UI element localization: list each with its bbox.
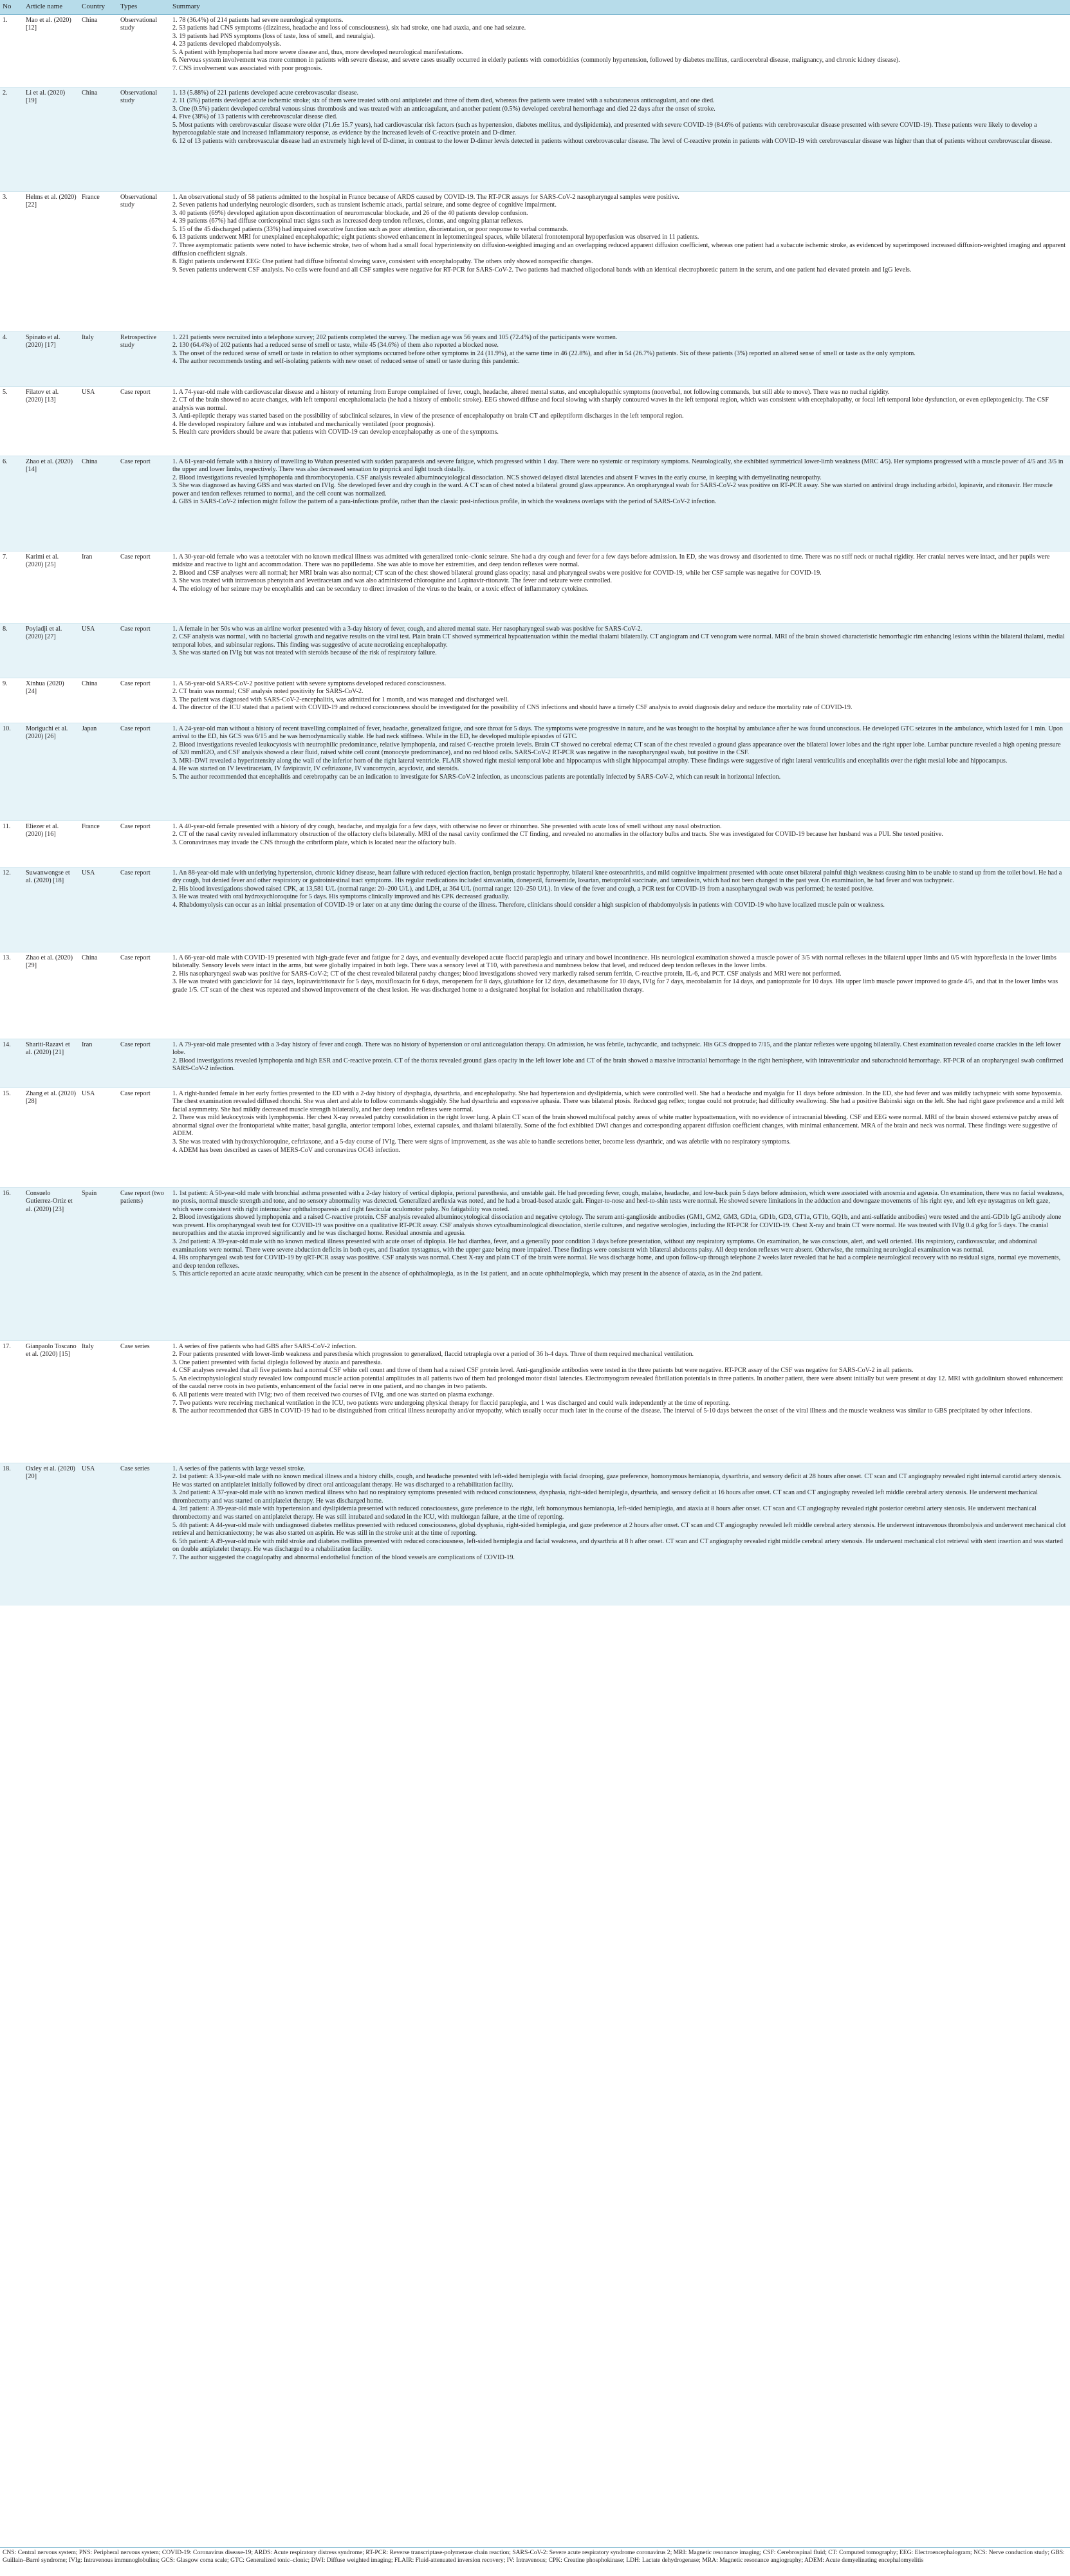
summary-point: 1. A 61-year-old female with a history of travelling to Wuhan presented with sudden paraparesis and severe fatigue, which progressed within 1 day. There were no systemic or respiratory symptoms. Neurologically, she exhibited symmetrical lower-limb weakness (MRC 4/5). Her symptoms progressed with a muscle power of 4/5 and 3/5 in the upper and lower limbs, respectively. There was also decreased sensation to pinprick and light touch distally. xyxy=(172,458,1064,474)
summary-cell xyxy=(170,1463,1070,1606)
summary-point: 1. A right-handed female in her early forties presented to the ED with a 2-day history of dysphagia, dysarthria, and encephalopathy. She had hypertension and dyslipidemia, which were controlled well. She had a headache and myalgia for 11 days before admission. In the ED, she had fever and was mildly tachypneic with some hypoxemia. The chest examination revealed diffused rhonchi. She was alert and able to follow commands sluggishly. She had dysarthria and expressive aphasia. There was bilateral ptosis. Reduced gag reflex; tongue could not protrude; had difficulty swallowing. She had a positive Babinski sign on the left. She had right gaze preference and a mild left facial asymmetry. She had mildly decreased muscle strength bilaterally, and her deep tendon reflexes were normal. xyxy=(172,1089,1064,1113)
summary-point: 3. The onset of the reduced sense of smell or taste in relation to other symptoms occurred before other symptoms in 24 (11.9%), at the same time in 46 (22.8%), and after in 54 (26.7%) patients. Six of these patients (3%) reported an altered sense of smell or taste as the only symptom. xyxy=(172,349,916,357)
study-type-cell: Case report xyxy=(118,1039,170,1088)
summary-point: 1. An 88-year-old male with underlying hypertension, chronic kidney disease, heart failure with reduced ejection fraction, benign prostatic hypertrophy, bilateral knee osteoarthritis, and mild cognitive impairment presented with acute onset bilateral painful thigh weakness causing him to be unable to stand up from the toilet bowl. He had a dry cough, but denied fever and other respiratory or gastrointestinal tract symptoms. His regular medications included simvastatin, donepezil, furosemide, losartan, metoprolol succinate, and tamsulosin, which had not been changed in the past year. On examination, he had fever and was tachypneic. xyxy=(172,869,1062,885)
article-name-cell: Zhang et al. (2020) [28] xyxy=(23,1088,79,1187)
table-row xyxy=(0,723,1070,820)
summary-point: 4. 3rd patient: A 39-year-old male with hypertension and dyslipidemia presented with reduced consciousness, gaze preference to the right, left homonymous hemianopia, left-sided hemiplegia, and ataxia at 8 hours after onset. CT scan and CT angiography revealed right posterior cerebral artery stenosis. He underwent mechanical thrombectomy and was started on antiplatelet therapy. He was still intubated and sedated in the ICU, with multiorgan failure, at the time of reporting. xyxy=(172,1505,1037,1521)
summary-point: 1. 221 patients were recruited into a telephone survey; 202 patients completed the survey. The median age was 56 years and 105 (72.4%) of the participants were women. xyxy=(172,333,618,341)
country-cell: Spain xyxy=(79,1187,118,1340)
summary-point: 3. 40 patients (69%) developed agitation upon discontinuation of neuromuscular blockade, and 26 of the 40 patients develop confusion. xyxy=(172,209,528,217)
study-type-cell: Observational study xyxy=(118,191,170,331)
study-type-cell: Case report xyxy=(118,867,170,952)
summary-point: 4. ADEM has been described as cases of MERS-CoV and coronavirus OC43 infection. xyxy=(172,1146,401,1154)
table-row xyxy=(0,867,1070,952)
summary-point: 2. His nasopharyngeal swab was positive for SARS-CoV-2; CT of the chest revealed bilateral patchy changes; blood investigations showed very markedly raised serum ferritin, C-reactive protein, IL-6, and PCT. CSF analysis and MRI were not performed. xyxy=(172,970,842,978)
summary-point: 3. The patient was diagnosed with SARS-CoV-2-encephalitis, was admitted for 1 month, and was managed and discharged well. xyxy=(172,696,509,703)
summary-point: 2. His blood investigations showed raised CPK, at 13,581 U/L (normal range: 20–200 U/L), and LDH, at 364 U/L (normal range: 120–250 U/L). In view of the fever and cough, a PCR test for COVID-19 from a nasopharyngeal swab was performed; he tested positive. xyxy=(172,885,874,893)
summary-point: 1. An observational study of 58 patients admitted to the hospital in France because of ARDS caused by COVID-19. The RT-PCR assays for SARS-CoV-2 nasopharyngeal samples were positive. xyxy=(172,193,679,201)
study-type-cell: Observational study xyxy=(118,14,170,87)
table-row xyxy=(0,952,1070,1039)
summary-point: 1. A 79-year-old male presented with a 3-day history of fever and cough. There was no history of hypertension or oral anticoagulation therapy. On admission, he was febrile, tachycardic, and tachypneic. His GCS dropped to 7/15, and the plantar reflexes were upgoing bilaterally. Chest examination revealed coarse crackles in the left lower lobe. xyxy=(172,1041,1061,1057)
article-name-cell: Xinhua (2020) [24] xyxy=(23,678,79,723)
summary-cell xyxy=(170,456,1070,551)
header-types: Types xyxy=(118,0,170,14)
summary-point: 1. A 74-year-old male with cardiovascular disease and a history of returning from Europe complained of fever, cough, headache, altered mental status, and encephalopathic symptoms (nonverbal, not following commands, but still able to move). There was no nuchal rigidity. xyxy=(172,388,890,396)
summary-cell xyxy=(170,1088,1070,1187)
summary-point: 4. GBS in SARS-CoV-2 infection might follow the pattern of a para-infectious profile, rather than the classic post-infectious profile, in which the weakness overlaps with the period of SARS-CoV-2 infection. xyxy=(172,498,717,506)
summary-point: 3. 2nd patient: A 39-year-old male with no known medical illness presented with acute onset of diplopia. He had diarrhea, fever, and a generally poor condition 3 days before presentation, without any respiratory symptoms. On examination, he was conscious, alert, and well oriented. His respiratory, cardiovascular, and abdominal examinations were normal. There were severe abduction deficits in both eyes, and fixation nystagmus, with the upper gaze being more impaired. These findings were consistent with bilateral abducens palsy. All deep tendon reflexes were absent. Otherwise, the remaining neurological examination was normal. xyxy=(172,1238,1037,1254)
summary-point: 1. A 66-year-old male with COVID-19 presented with high-grade fever and fatigue for 2 days, and eventually developed acute flaccid paraplegia and urinary and bowel incontinence. His neurological examination showed a muscle power of 3/5 with normal reflexes in the bilateral upper limbs and 0/5 with hyporeflexia in the lower limbs bilaterally. Sensory levels were intact in the arms, but were globally impaired in both legs. There was a sensory level at T10, with paresthesia and numbness below that level, and reduced deep tendon reflexes in the lower limbs. xyxy=(172,954,1056,970)
table-row xyxy=(0,1039,1070,1088)
study-type-cell: Case report xyxy=(118,551,170,623)
summary-point: 5. The author recommended that encephalitis and cerebropathy can be an indication to investigate for SARS-CoV-2 infection, as unconscious patients are potentially infected by SARS-CoV-2, which can result in horizontal infection. xyxy=(172,774,781,781)
summary-cell xyxy=(170,191,1070,331)
article-name-cell: Suwanwongse et al. (2020) [18] xyxy=(23,867,79,952)
summary-point: 7. CNS involvement was associated with poor prognosis. xyxy=(172,65,322,73)
summary-cell xyxy=(170,14,1070,87)
summary-point: 4. The etiology of her seizure may be encephalitis and can be secondary to direct invasion of the virus to the brain, or a toxic effect of inflammatory cytokines. xyxy=(172,585,589,593)
article-name-cell: Shariti-Razavi et al. (2020) [21] xyxy=(23,1039,79,1088)
summary-cell xyxy=(170,723,1070,820)
row-number-cell: 17. xyxy=(0,1340,23,1463)
summary-cell xyxy=(170,87,1070,191)
article-name-cell: Mao et al. (2020) [12] xyxy=(23,14,79,87)
country-cell: China xyxy=(79,87,118,191)
row-number-cell: 10. xyxy=(0,723,23,820)
summary-point: 1. A series of five patients with large vessel stroke. xyxy=(172,1465,306,1472)
table-body xyxy=(0,14,1070,1606)
row-number-cell: 2. xyxy=(0,87,23,191)
country-cell: USA xyxy=(79,867,118,952)
summary-cell xyxy=(170,331,1070,386)
country-cell: France xyxy=(79,820,118,867)
table-row xyxy=(0,456,1070,551)
table-header xyxy=(0,0,1070,14)
row-number-cell: 1. xyxy=(0,14,23,87)
summary-point: 1. A 30-year-old female who was a teetotaler with no known medical illness was admitted with generalized tonic–clonic seizure. She had a dry cough and fever for a few days before admission. In ED, she was drowsy and disoriented to time. There was no stiff neck or nuchal rigidity. Her cranial nerves were intact, and her pupils were midsize and reactive to light and accommodation. There was no papilledema. She was able to move her extremities, and deep tendon reflexes were normal. xyxy=(172,553,1050,569)
row-number-cell: 12. xyxy=(0,867,23,952)
study-type-cell: Retrospective study xyxy=(118,331,170,386)
summary-point: 1. A series of five patients who had GBS after SARS-CoV-2 infection. xyxy=(172,1342,357,1350)
summary-point: 1. 78 (36.4%) of 214 patients had severe neurological symptoms. xyxy=(172,16,344,24)
article-name-cell: Oxley et al. (2020) [20] xyxy=(23,1463,79,1606)
summary-point: 2. Blood investigations revealed leukocytosis with neutrophilic predominance, relative lymphopenia, and raised C-reactive protein levels. Brain CT showed no cerebral edema; CT scan of the chest revealed a ground glass appearance over the bilateral lower lobes and the right upper lobe. Lumbar puncture revealed a high opening pressure of 320 mmH2O, and CSF analysis showed a clear fluid, raised white cell count (monocyte predominance), and no red blood cells. SARS-CoV-2 RT-PCR was negative in the nasopharyngeal swab, but positive in the CSF. xyxy=(172,741,1061,757)
table-row xyxy=(0,1463,1070,1606)
study-type-cell: Case report (two patients) xyxy=(118,1187,170,1340)
summary-point: 3. Anti-epileptic therapy was started based on the possibility of subclinical seizures, in view of the presence of encephalopathy on brain CT and epileptiform discharges in the left temporal region. xyxy=(172,412,684,420)
header-no: No xyxy=(0,0,23,14)
summary-point: 9. Seven patients underwent CSF analysis. No cells were found and all CSF samples were negative for RT-PCR for SARS-CoV-2. Two patients had matched oligoclonal bands with an identical electrophoretic pattern in the serum, and one patient had elevated protein and IgG levels. xyxy=(172,266,912,273)
summary-point: 5. Health care providers should be aware that patients with COVID-19 can develop encephalopathy as one of the symptoms. xyxy=(172,429,499,436)
study-type-cell: Observational study xyxy=(118,87,170,191)
article-name-cell: Filatov et al. (2020) [13] xyxy=(23,386,79,456)
table-row xyxy=(0,678,1070,723)
summary-point: 8. The author recommended that GBS in COVID-19 had to be distinguished from critical illness neuropathy and/or myopathy, which usually occur much later in the course of the disease. The interval of 5-10 days between the onset of the viral illness and the muscle weakness was similar to GBS precipitated by other infections. xyxy=(172,1407,1033,1415)
summary-point: 8. Eight patients underwent EEG: One patient had diffuse bifrontal slowing wave, consistent with encephalopathy. The others only showed nonspecific changes. xyxy=(172,258,593,266)
summary-point: 5. Most patients with cerebrovascular disease were older (71.6± 15.7 years), had cardiovascular risk factors (such as hypertension, diabetes mellitus, and dyslipidemia), and presented with severe COVID-19 (84.6% of patients with cerebrovascular disease presented with severe COVID-19). These patients were likely to develop a hypercoagulable state and increased inflammatory response, as evidence by the increased levels of C-reactive protein and D-dimer. xyxy=(172,121,1037,137)
summary-point: 2. Blood investigations showed lymphopenia and a raised C-reactive protein. CSF analysis revealed albuminocytological dissociation and negative cytology. The serum anti-ganglioside antibodies (GM1, GM2, GM3, GD1a, GD1b, GD3, GT1a, GT1b, GQ1b, and anti-sulfatide antibodies) were tested and the anti-GD1b IgG antibody alone was present. His oropharyngeal swab test for COVID-19 was positive on a qualitative RT-PCR assay. CSF analysis shows cytoalbuminological dissociation, sterile cultures, and negative serologies, including the RT-PCR for COVID-19. Chest X-ray and brain CT were normal. He was treated with IVIg 0.4 g/kg for 5 days. The cranial neuropathies and the ataxia improved significantly and he was discharged home. Residual anosmia and ageusia. xyxy=(172,1214,1062,1237)
summary-point: 3. MRI–DWI revealed a hyperintensity along the wall of the inferior horn of the right lateral ventricle. FLAIR showed right mesial temporal lobe and hippocampus with slight hippocampal atrophy. These findings were suggestive of right lateral ventriculitis and encephalitis over the right mesial lobe and hippocampus. xyxy=(172,757,1008,764)
row-number-cell: 11. xyxy=(0,820,23,867)
study-type-cell: Case report xyxy=(118,678,170,723)
table-row xyxy=(0,1187,1070,1340)
table-row xyxy=(0,87,1070,191)
summary-cell xyxy=(170,551,1070,623)
summary-point: 6. All patients were treated with IVIg; two of them received two courses of IVIg, and one was started on plasma exchange. xyxy=(172,1391,495,1399)
summary-point: 3. She was diagnosed as having GBS and was started on IVIg. She developed fever and dry cough in the ward. A CT scan of chest noted a bilateral ground glass appearance. An oropharyngeal swab for SARS-CoV-2 was positive on RT-PCR assay. She was started on antiviral drugs including arbidol, lopinavir, and ritonavir. Her muscle power and tendon reflexes returned to normal, and the cell count was normalized. xyxy=(172,482,1053,497)
summary-point: 5. A patient with lymphopenia had more severe disease and, thus, more developed neurological manifestations. xyxy=(172,48,464,56)
country-cell: Italy xyxy=(79,331,118,386)
table-row xyxy=(0,331,1070,386)
study-type-cell: Case report xyxy=(118,723,170,820)
article-name-cell: Karimi et al. (2020) [25] xyxy=(23,551,79,623)
row-number-cell: 18. xyxy=(0,1463,23,1606)
table-row xyxy=(0,191,1070,331)
summary-point: 2. 1st patient: A 33-year-old male with no known medical illness and a history chills, cough, and headache presented with left-sided hemiplegia with facial drooping, gaze preference, homonymous hemianopia, dysarthria, and sensory deficit at 28 hours after onset. CT scan and CT angiography revealed right internal carotid artery stenosis. He was started on antiplatelet initially followed by direct oral anticoagulant therapy. He was discharged to a rehabilitation facility. xyxy=(172,1473,1062,1488)
country-cell: China xyxy=(79,456,118,551)
summary-point: 2. Seven patients had underlying neurologic disorders, such as transient ischemic attack, partial seizure, and some degree of cognitive impairment. xyxy=(172,201,557,209)
summary-cell xyxy=(170,1340,1070,1463)
summary-point: 4. 23 patients developed rhabdomyolysis. xyxy=(172,41,282,48)
study-type-cell: Case report xyxy=(118,623,170,678)
summary-point: 1. 1st patient: A 50-year-old male with bronchial asthma presented with a 2-day history of vertical diplopia, perioral paresthesia, and unstable gait. He had preceding fever, cough, malaise, headache, and low-back pain 5 days before admission, which were associated with anosmia and ageusia. On examination, there was no facial weakness, no ptosis, normal muscle strength and tone, and no sensory abnormality was detected. Generalized areflexia was noted, and he had a broad-based ataxic gait. Finger-to-nose and heel-to-shin tests were normal. He showed severe limitations in the adduction and downgaze movements of his right eye, and left eye nystagmus on left gaze, which were consistent with right internuclear ophthalmoparesis and right fascicular oculomotor palsy. No fatigability was noted. xyxy=(172,1189,1064,1213)
summary-point: 4. His oropharyngeal swab test for COVID-19 by qRT-PCR assay was positive. CSF analysis was normal. Chest X-ray and plain CT of the brain were normal. He was discharge home, and upon follow-up through telephone 2 weeks later revealed that he had a complete neurological recovery with no residual signs, normal eye movements, and deep tendon reflexes. xyxy=(172,1254,1061,1270)
table-row xyxy=(0,551,1070,623)
summary-point: 2. CT brain was normal; CSF analysis noted positivity for SARS-CoV-2. xyxy=(172,688,364,696)
summary-point: 4. CSF analyses revealed that all five patients had a normal CSF white cell count and three of them had a raised CSF protein level. Anti-ganglioside antibodies were tested in the three patients but were negative. RT-PCR assay of the CSF was negative for SARS-CoV-2 in all patients. xyxy=(172,1367,914,1375)
summary-point: 2. There was mild leukocytosis with lymphopenia. Her chest X-ray revealed patchy consolidation in the right lower lung. A plain CT scan of the brain showed multifocal patchy areas of white matter hypoattenuation, with no evidence of intracranial bleeding. CSF and EEG were normal. MRI of the brain showed extensive patchy areas of abnormal signal over the frontoparietal white matter, basal ganglia, anterior temporal lobes, external capsules, and thalami bilaterally. Some of the foci exhibited DWI changes and corresponding apparent diffusion coefficient changes, with minimal enhancement. MRA of the brain and neck was normal. These findings were suggestive of ADEM. xyxy=(172,1114,1058,1138)
article-name-cell: Consuelo Gutierrez-Ortiz et al. (2020) [23] xyxy=(23,1187,79,1340)
summary-point: 2. Blood investigations revealed lymphopenia and thrombocytopenia. CSF analysis revealed albuminocytological dissociation. NCS showed delayed distal latencies and absent F waves in the early course, in keeping with demyelinating neuropathy. xyxy=(172,474,822,481)
study-type-cell: Case report xyxy=(118,1088,170,1187)
summary-point: 2. 53 patients had CNS symptoms (dizziness, headache and loss of consciousness), six had stroke, one had ataxia, and one had seizure. xyxy=(172,24,526,32)
summary-point: 1. A 40-year-old female presented with a history of dry cough, headache, and myalgia for a few days, with otherwise no fever or rhinorrhea. She presented with acute loss of smell without any nasal obstruction. xyxy=(172,822,722,830)
summary-cell xyxy=(170,623,1070,678)
row-number-cell: 16. xyxy=(0,1187,23,1340)
article-name-cell: Zhao et al. (2020) [29] xyxy=(23,952,79,1039)
country-cell: USA xyxy=(79,1088,118,1187)
row-number-cell: 4. xyxy=(0,331,23,386)
row-number-cell: 3. xyxy=(0,191,23,331)
summary-point: 4. He was started on IV levetiracetam, IV favipiravir, IV ceftriaxone, IV vancomycin, acyclovir, and steroids. xyxy=(172,765,459,773)
row-number-cell: 14. xyxy=(0,1039,23,1088)
study-type-cell: Case series xyxy=(118,1340,170,1463)
article-name-cell: Li et al. (2020) [19] xyxy=(23,87,79,191)
summary-cell xyxy=(170,820,1070,867)
article-name-cell: Zhao et al. (2020) [14] xyxy=(23,456,79,551)
table-row xyxy=(0,1340,1070,1463)
summary-point: 1. A female in her 50s who was an airline worker presented with a 3-day history of fever, cough, and altered mental state. Her nasopharyngeal swab was positive for SARS-CoV-2. xyxy=(172,625,643,633)
header-article-name: Article name xyxy=(23,0,79,14)
article-name-cell: Moriguchi et al. (2020) [26] xyxy=(23,723,79,820)
country-cell: USA xyxy=(79,386,118,456)
summary-point: 3. He was treated with ganciclovir for 14 days, lopinavir/ritonavir for 5 days, moxifloxacin for 6 days, meropenem for 8 days, glutathione for 12 days, dexamethasone for 10 days, IVIg for 7 days, mecobalamin for 14 days, and pantoprazole for 10 days. His upper limb muscle power improved to grade 4/5, and that in the lower limbs was grade 1/5. CT scan of the chest was repeated and showed improvement of the chest lesion. He was discharged home to a designated hospital for isolation and rehabilitation therapy. xyxy=(172,978,1058,994)
summary-point: 3. He was treated with oral hydroxychloroquine for 5 days. His symptoms clinically improved and his CPK decreased gradually. xyxy=(172,893,510,901)
summary-point: 5. 4th patient: A 44-year-old male with undiagnosed diabetes mellitus presented with reduced consciousness, global dysphasia, right-sided hemiplegia, and gaze preference at 2 hours after onset. CT scan and CT angiography revealed left middle cerebral artery stenosis. He underwent intravenous thrombolysis and underwent mechanical clot retrieval and hemicraniectomy; he was also started on aspirin. He was still in the stroke unit at the time of reporting. xyxy=(172,1521,1066,1537)
table-row xyxy=(0,386,1070,456)
table-row xyxy=(0,1088,1070,1187)
summary-point: 1. 13 (5.88%) of 221 patients developed acute cerebrovascular disease. xyxy=(172,89,359,97)
country-cell: Iran xyxy=(79,1039,118,1088)
summary-point: 4. 39 patients (67%) had diffuse corticospinal tract signs such as increased deep tendon reflexes, clonus, and ongoing plantar reflexes. xyxy=(172,218,524,225)
summary-point: 5. An electrophysiological study revealed low compound muscle action potential amplitudes in all patients two of them had prolonged motor distal latencies. Electromyogram revealed fibrillation potentials in three patients. In another patient, there were absent initially but were present at day 12. MRI with gadolinium showed enhancement of the caudal nerve roots in two patients, enhancement of the facial nerve in one patient, and no changes in two patients. xyxy=(172,1375,1064,1391)
article-name-cell: Spinato et al. (2020) [17] xyxy=(23,331,79,386)
summary-point: 2. 130 (64.4%) of 202 patients had a reduced sense of smell or taste, while 45 (34.6%) of them also reported a blocked nose. xyxy=(172,342,499,349)
row-number-cell: 15. xyxy=(0,1088,23,1187)
summary-point: 2. Blood and CSF analyses were all normal; her MRI brain was also normal; CT scan of the chest showed bilateral ground glass opacity; nasal and pharyngeal swabs were positive for COVID-19, while her CSF sample was negative for COVID-19. xyxy=(172,569,822,577)
article-name-cell: Gianpaolo Toscano et al. (2020) [15] xyxy=(23,1340,79,1463)
summary-point: 3. She was treated with hydroxychloroquine, ceftriaxone, and a 5-day course of IVIg. There were signs of improvement, as she was able to handle secretions better, become less dysarthric, and was afebrile with no respiratory symptoms. xyxy=(172,1138,791,1146)
summary-cell xyxy=(170,1039,1070,1088)
summary-point: 5. 15 of the 45 discharged patients (33%) had impaired executive function such as poor attention, disorientation, or poor response to verbal commands. xyxy=(172,225,569,233)
summary-point: 2. CT of the nasal cavity revealed inflammatory obstruction of the olfactory clefts bilaterally. MRI of the nasal cavity confirmed the CT finding, and revealed no anomalies in the olfactory bulbs and tracts. She was investigated for COVID-19 because her husband was a PUI. She tested positive. xyxy=(172,831,943,839)
footnote-abbreviations: CNS: Central nervous system; PNS: Peripheral nervous system; COVID-19: Coronavirus disease-19; ARDS: Acute respiratory distress syndrome; RT-PCR: Reverse transcriptase-polymerase chain reaction; SARS-CoV-2: Severe acute respiratory syndrome coronavirus 2; MRI: Magnetic resonance imaging; CSF: Cerebrospinal fluid; CT: Computed tomography; EEG: Electroencephalogram; NCS: Nerve conduction study; GBS: Guillain–Barré syndrome; IVIg: Intravenous immunoglobulins; GCS: Glasgow coma scale; GTC: Generalized tonic–clonic; DWI: Diffuse weighted imaging; FLAIR: Fluid-attenuated inversion recovery; IV: Intravenous; CPK: Creatine phosphokinase; LDH: Lactate dehydrogenase; MRA: Magnetic resonance angiography; ADEM: Acute demyelinating encephalomyelitis xyxy=(0,2547,1070,2566)
header-summary: Summary xyxy=(170,0,1070,14)
article-name-cell: Helms et al. (2020) [22] xyxy=(23,191,79,331)
summary-point: 4. Five (38%) of 13 patients with cerebrovascular disease died. xyxy=(172,113,338,121)
row-number-cell: 13. xyxy=(0,952,23,1039)
summary-point: 3. She was started on IVIg but was not treated with steroids because of the risk of respiratory failure. xyxy=(172,649,437,657)
country-cell: Iran xyxy=(79,551,118,623)
table-row xyxy=(0,623,1070,678)
row-number-cell: 9. xyxy=(0,678,23,723)
table-row xyxy=(0,14,1070,87)
summary-point: 4. The author recommends testing and self-isolating patients with new onset of reduced sense of smell or taste during this pandemic. xyxy=(172,358,520,366)
summary-point: 3. 19 patients had PNS symptoms (loss of taste, loss of smell, and neuralgia). xyxy=(172,32,375,40)
summary-point: 4. The director of the ICU stated that a patient with COVID-19 and reduced consciousness should be investigated for the possibility of CNS infections and should have a timely CSF analysis to avoid diagnosis delay and reduce the mortality rate of COVID-19. xyxy=(172,704,853,712)
summary-point: 2. CT of the brain showed no acute changes, with left temporal encephalomalacia (he had a history of embolic stroke). EEG showed diffuse and focal slowing with sharply contoured waves in the left temporal region, which was consistent with encephalopathy, or focal left temporal lobe dysfunction, or even epileptogenicity. The CSF analysis was normal. xyxy=(172,396,1049,412)
summary-point: 2. 11 (5%) patients developed acute ischemic stroke; six of them were treated with oral antiplatelet and three of them died, whereas five patients were treated with a subcutaneous anticoagulant, and one died. xyxy=(172,97,715,105)
row-number-cell: 7. xyxy=(0,551,23,623)
summary-point: 6. Nervous system involvement was more common in patients with severe disease, and severe cases usually occurred in elderly patients with comorbidities (commonly hypertension, followed by diabetes mellitus, cardiocerebral disease, malignancy, and chronic kidney disease). xyxy=(172,57,900,64)
summary-point: 4. Rhabdomyolysis can occur as an initial presentation of COVID-19 or later on at any time during the course of the illness. Therefore, clinicians should consider a high suspicion of rhabdomyolysis in patients with COVID-19 who have localized muscle pain or weakness. xyxy=(172,901,885,909)
summary-point: 4. He developed respiratory failure and was intubated and mechanically ventilated (poor prognosis). xyxy=(172,420,435,428)
summary-point: 2. Blood investigations revealed lymphopenia and high ESR and C-reactive protein. CT of the thorax revealed ground glass opacity in the left lower lobe and CT of the brain showed a massive intracranial hemorrhage in the right hemisphere, with intraventricular and subarachnoid hemorrhage. RT-PCR of an oropharyngeal swab confirmed SARS-CoV-2 infection. xyxy=(172,1057,1064,1073)
summary-point: 1. A 56-year-old SARS-CoV-2 positive patient with severe symptoms developed reduced consciousness. xyxy=(172,680,447,687)
article-name-cell: Poyiadji et al. (2020) [27] xyxy=(23,623,79,678)
summary-point: 3. One (0.5%) patient developed cerebral venous sinus thrombosis and was treated with an anticoagulant, and another patient (0.5%) developed cerebral hemorrhage and died 22 days after the onset of stroke. xyxy=(172,105,715,113)
header-country: Country xyxy=(79,0,118,14)
summary-point: 3. 2nd patient: A 37-year-old male with no known medical illness who had no respiratory symptoms presented with reduced consciousness, dysphasia, right-sided hemiplegia, dysarthria, and sensory deficit at 16 hours after onset. CT scan and CT angiography revealed left middle cerebral artery stenosis. He underwent mechanical thrombectomy and was started on antiplatelet therapy. He was discharged home. xyxy=(172,1489,1038,1505)
summary-point: 7. The author suggested the coagulopathy and abnormal endothelial function of the blood vessels are complications of COVID-19. xyxy=(172,1554,515,1562)
summary-cell xyxy=(170,952,1070,1039)
summary-point: 6. 12 of 13 patients with cerebrovascular disease had an extremely high level of D-dimer, in contrast to the lower D-dimer levels detected in patients without cerebrovascular disease. The level of C-reactive protein in patients with COVID-19 with cerebrovascular disease was higher than that of patients without cerebrovascular disease. xyxy=(172,138,1052,145)
study-type-cell: Case report xyxy=(118,456,170,551)
summary-point: 7. Three asymptomatic patients were noted to have ischemic stroke, two of whom had a small focal hyperintensity on diffusion-weighted imaging and an overlapping reduced apparent diffusion coefficient, whereas one patient had a subacute ischemic stroke, as evidenced by superimposed increased diffusion-weighted imaging and apparent diffusion coefficient signals. xyxy=(172,242,1066,257)
row-number-cell: 5. xyxy=(0,386,23,456)
summary-point: 2. Four patients presented with lower-limb weakness and paresthesia which progression to generalized, flaccid tetraplegia over a period of 36 h-4 days. Three of them required mechanical ventilation. xyxy=(172,1351,694,1358)
country-cell: Japan xyxy=(79,723,118,820)
summary-point: 3. One patient presented with facial diplegia followed by ataxia and paresthesia. xyxy=(172,1358,383,1366)
study-type-cell: Case report xyxy=(118,820,170,867)
article-name-cell: Eliezer et al. (2020) [16] xyxy=(23,820,79,867)
country-cell: France xyxy=(79,191,118,331)
study-type-cell: Case series xyxy=(118,1463,170,1606)
summary-cell xyxy=(170,386,1070,456)
summary-point: 6. 5th patient: A 49-year-old male with mild stroke and diabetes mellitus presented with reduced consciousness, left-sided hemiplegia and facial weakness, and dysarthria at 8 h after onset. CT scan and CT angiography revealed right middle cerebral artery stenosis. He underwent mechanical clot retrieval with stent insertion and was started on double antiplatelet therapy. He was discharged to a rehabilitation facility. xyxy=(172,1537,1063,1553)
country-cell: China xyxy=(79,952,118,1039)
summary-point: 3. She was treated with intravenous phenytoin and levetiracetam and was also administered chloroquine and Lopinavir-ritonavir. The fever and seizure were controlled. xyxy=(172,577,613,585)
study-type-cell: Case report xyxy=(118,386,170,456)
summary-point: 1. A 24-year-old man without a history of recent travelling complained of fever, headache, generalized fatigue, and sore throat for 5 days. The symptoms were progressive in nature, and he was brought to the hospital by ambulance after he was found unconscious. He developed GTC seizures in the ambulance, which lasted for 1 min. Upon arrival to the ED, his GCS was 6/15 and he was hemodynamically stable. He had neck stiffness. While in the ED, he developed multiple episodes of GTC. xyxy=(172,725,1063,741)
country-cell: China xyxy=(79,678,118,723)
country-cell: USA xyxy=(79,623,118,678)
summary-cell xyxy=(170,1187,1070,1340)
summary-point: 5. This article reported an acute ataxic neuropathy, which can be present in the absence of ophthalmoplegia, as in the 1st patient, and an acute ophthalmoplegia, which may present in the absence of ataxia, as in the 2nd patient. xyxy=(172,1270,763,1278)
table-row xyxy=(0,820,1070,867)
country-cell: China xyxy=(79,14,118,87)
country-cell: Italy xyxy=(79,1340,118,1463)
summary-point: 3. Coronaviruses may invade the CNS through the cribriform plate, which is located near the olfactory bulb. xyxy=(172,839,457,846)
row-number-cell: 6. xyxy=(0,456,23,551)
summary-cell xyxy=(170,867,1070,952)
summary-cell xyxy=(170,678,1070,723)
row-number-cell: 8. xyxy=(0,623,23,678)
summary-point: 2. CSF analysis was normal, with no bacterial growth and negative results on the viral test. Plain brain CT showed symmetrical hypoattenuation within the medial thalami bilaterally. CT angiogram and CT venogram were normal. MRI of the brain showed characteristic hemorrhagic rim enhancing lesions within the bilateral thalami, medial temporal lobes, and subinsular regions. This finding was suggestive of acute necrotizing encephalopathy. xyxy=(172,633,1065,649)
country-cell: USA xyxy=(79,1463,118,1606)
summary-point: 6. 13 patients underwent MRI for unexplained encephalopathic; eight patients showed enhancement in leptomeningeal spaces, while bilateral frontotemporal hypoperfusion was observed in 11 patients. xyxy=(172,234,699,241)
study-type-cell: Case report xyxy=(118,952,170,1039)
summary-point: 7. Two patients were receiving mechanical ventilation in the ICU, two patients were undergoing physical therapy for flaccid paraplegia, and 1 was discharged and could walk independently at the time of reporting. xyxy=(172,1399,730,1407)
